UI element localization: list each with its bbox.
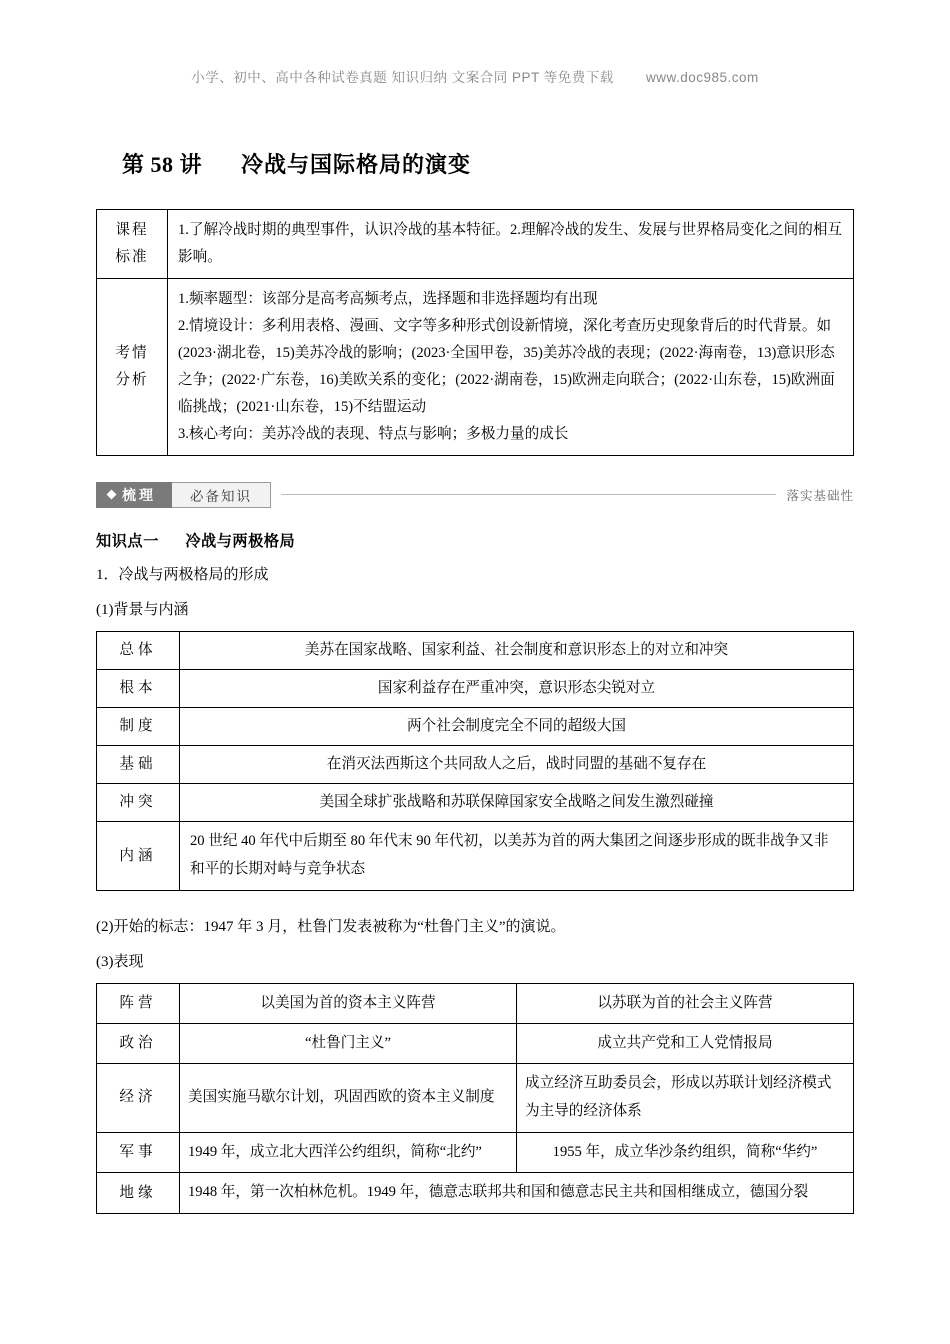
row-body-exam-analysis [168, 278, 854, 455]
bg-label-1: 根本 [97, 670, 180, 708]
show-header-2: 以苏联为首的社会主义阵营 [517, 984, 854, 1024]
table-row-course-standard [97, 210, 854, 279]
show-right-military: 1955 年，成立华沙条约组织，简称“华约” [517, 1132, 854, 1173]
watermark-banner [96, 66, 854, 86]
sub-1-heading: (1)背景与内涵 [96, 602, 189, 619]
knowledge-point-heading [96, 530, 854, 551]
exam-analysis-line-1: 1.频率题型：该部分是高考高频考点，选择题和非选择题均有出现 [178, 290, 598, 307]
show-label-politics: 政治 [97, 1024, 180, 1064]
table-row-exam-analysis [97, 278, 854, 455]
background-table [96, 631, 854, 890]
show-header-1: 以美国为首的资本主义阵营 [180, 984, 517, 1024]
exam-analysis-line-2: 2.情境设计：多利用表格、漫画、文字等多种形式创设新情境，深化考查历史现象背后的时代背景。如(2023·湖北卷，15)美苏冷战的影响；(2023·全国甲卷，35)美苏冷战的表现；(2022·海南卷，13)意识形态之争；(2022·广东卷，16)美欧关系的变化；(2022·湖南卷，15)欧洲走向联合；(2022·山东卷，15)欧洲面临挑战；(2021·山东卷，15)不结盟运动 [178, 317, 835, 415]
show-right-politics: 成立共产党和工人党情报局 [517, 1024, 854, 1064]
lecture-number: 第 58 讲 [122, 152, 203, 177]
watermark-url: www.doc985.com [645, 70, 759, 85]
bg-value-2: 两个社会制度完全不同的超级大国 [180, 708, 854, 746]
table-row [97, 1173, 854, 1214]
diamond-icon [107, 490, 117, 500]
banner-mid-tag: 必备知识 [172, 482, 271, 508]
show-left-politics: “杜鲁门主义” [180, 1024, 517, 1064]
bg-label-3: 基础 [97, 746, 180, 784]
table-row [97, 1024, 854, 1064]
item-1-heading: 1．冷战与两极格局的形成 [96, 566, 269, 583]
bg-value-0: 美苏在国家战略、国家利益、社会制度和意识形态上的对立和冲突 [180, 632, 854, 670]
watermark-text: 小学、初中、高中各种试卷真题 知识归纳 文案合同 PPT 等免费下载 [191, 70, 614, 85]
show-right-economy: 成立经济互助委员会，形成以苏联计划经济模式为主导的经济体系 [517, 1064, 854, 1132]
banner-left-tag [96, 482, 172, 508]
bg-value-5: 20 世纪 40 年代中后期至 80 年代末 90 年代初，以美苏为首的两大集团之间逐步形成的既非战争又非和平的长期对峙与竞争状态 [180, 822, 854, 890]
show-label-geography: 地缘 [97, 1173, 180, 1214]
manifestation-table [96, 983, 854, 1214]
show-label-economy: 经济 [97, 1064, 180, 1132]
sub-2-text: (2)开始的标志：1947 年 3 月，杜鲁门发表被称为“杜鲁门主义”的演说。 [96, 918, 566, 935]
banner-left-label: 梳理 [122, 486, 156, 503]
sub-3-heading: (3)表现 [96, 953, 144, 970]
bg-label-0: 总体 [97, 632, 180, 670]
section-banner [96, 482, 854, 508]
bg-label-5: 内涵 [97, 822, 180, 890]
table-row [97, 746, 854, 784]
show-left-economy: 美国实施马歇尔计划，巩固西欧的资本主义制度 [180, 1064, 517, 1132]
table-row [97, 632, 854, 670]
course-standard-table [96, 209, 854, 456]
row-label-exam-analysis: 考情 分析 [97, 278, 168, 455]
table-row [97, 708, 854, 746]
table-row [97, 670, 854, 708]
knowledge-point-label: 知识点一 [96, 532, 159, 550]
banner-divider [281, 494, 776, 495]
row-body-course-standard: 1.了解冷战时期的典型事件，认识冷战的基本特征。2.理解冷战的发生、发展与世界格局变化之间的相互影响。 [168, 210, 854, 279]
table-header-row [97, 984, 854, 1024]
table-row [97, 784, 854, 822]
show-value-geography: 1948 年，第一次柏林危机。1949 年，德意志联邦共和国和德意志民主共和国相继成立，德国分裂 [180, 1173, 854, 1214]
bg-label-2: 制度 [97, 708, 180, 746]
bg-value-4: 美国全球扩张战略和苏联保障国家安全战略之间发生激烈碰撞 [180, 784, 854, 822]
page-title [122, 148, 854, 179]
table-row [97, 1064, 854, 1132]
table-row [97, 822, 854, 890]
lecture-name: 冷战与国际格局的演变 [241, 152, 472, 177]
bg-label-4: 冲突 [97, 784, 180, 822]
exam-analysis-line-3: 3.核心考向：美苏冷战的表现、特点与影响；多极力量的成长 [178, 425, 569, 442]
show-left-military: 1949 年，成立北大西洋公约组织，简称“北约” [180, 1132, 517, 1173]
banner-right-label: 落实基础性 [786, 488, 854, 503]
show-header-0: 阵营 [97, 984, 180, 1024]
row-label-course-standard: 课程 标准 [97, 210, 168, 279]
bg-value-1: 国家利益存在严重冲突，意识形态尖锐对立 [180, 670, 854, 708]
show-label-military: 军事 [97, 1132, 180, 1173]
bg-value-3: 在消灭法西斯这个共同敌人之后，战时同盟的基础不复存在 [180, 746, 854, 784]
knowledge-point-text: 冷战与两极格局 [185, 532, 296, 550]
table-row [97, 1132, 854, 1173]
